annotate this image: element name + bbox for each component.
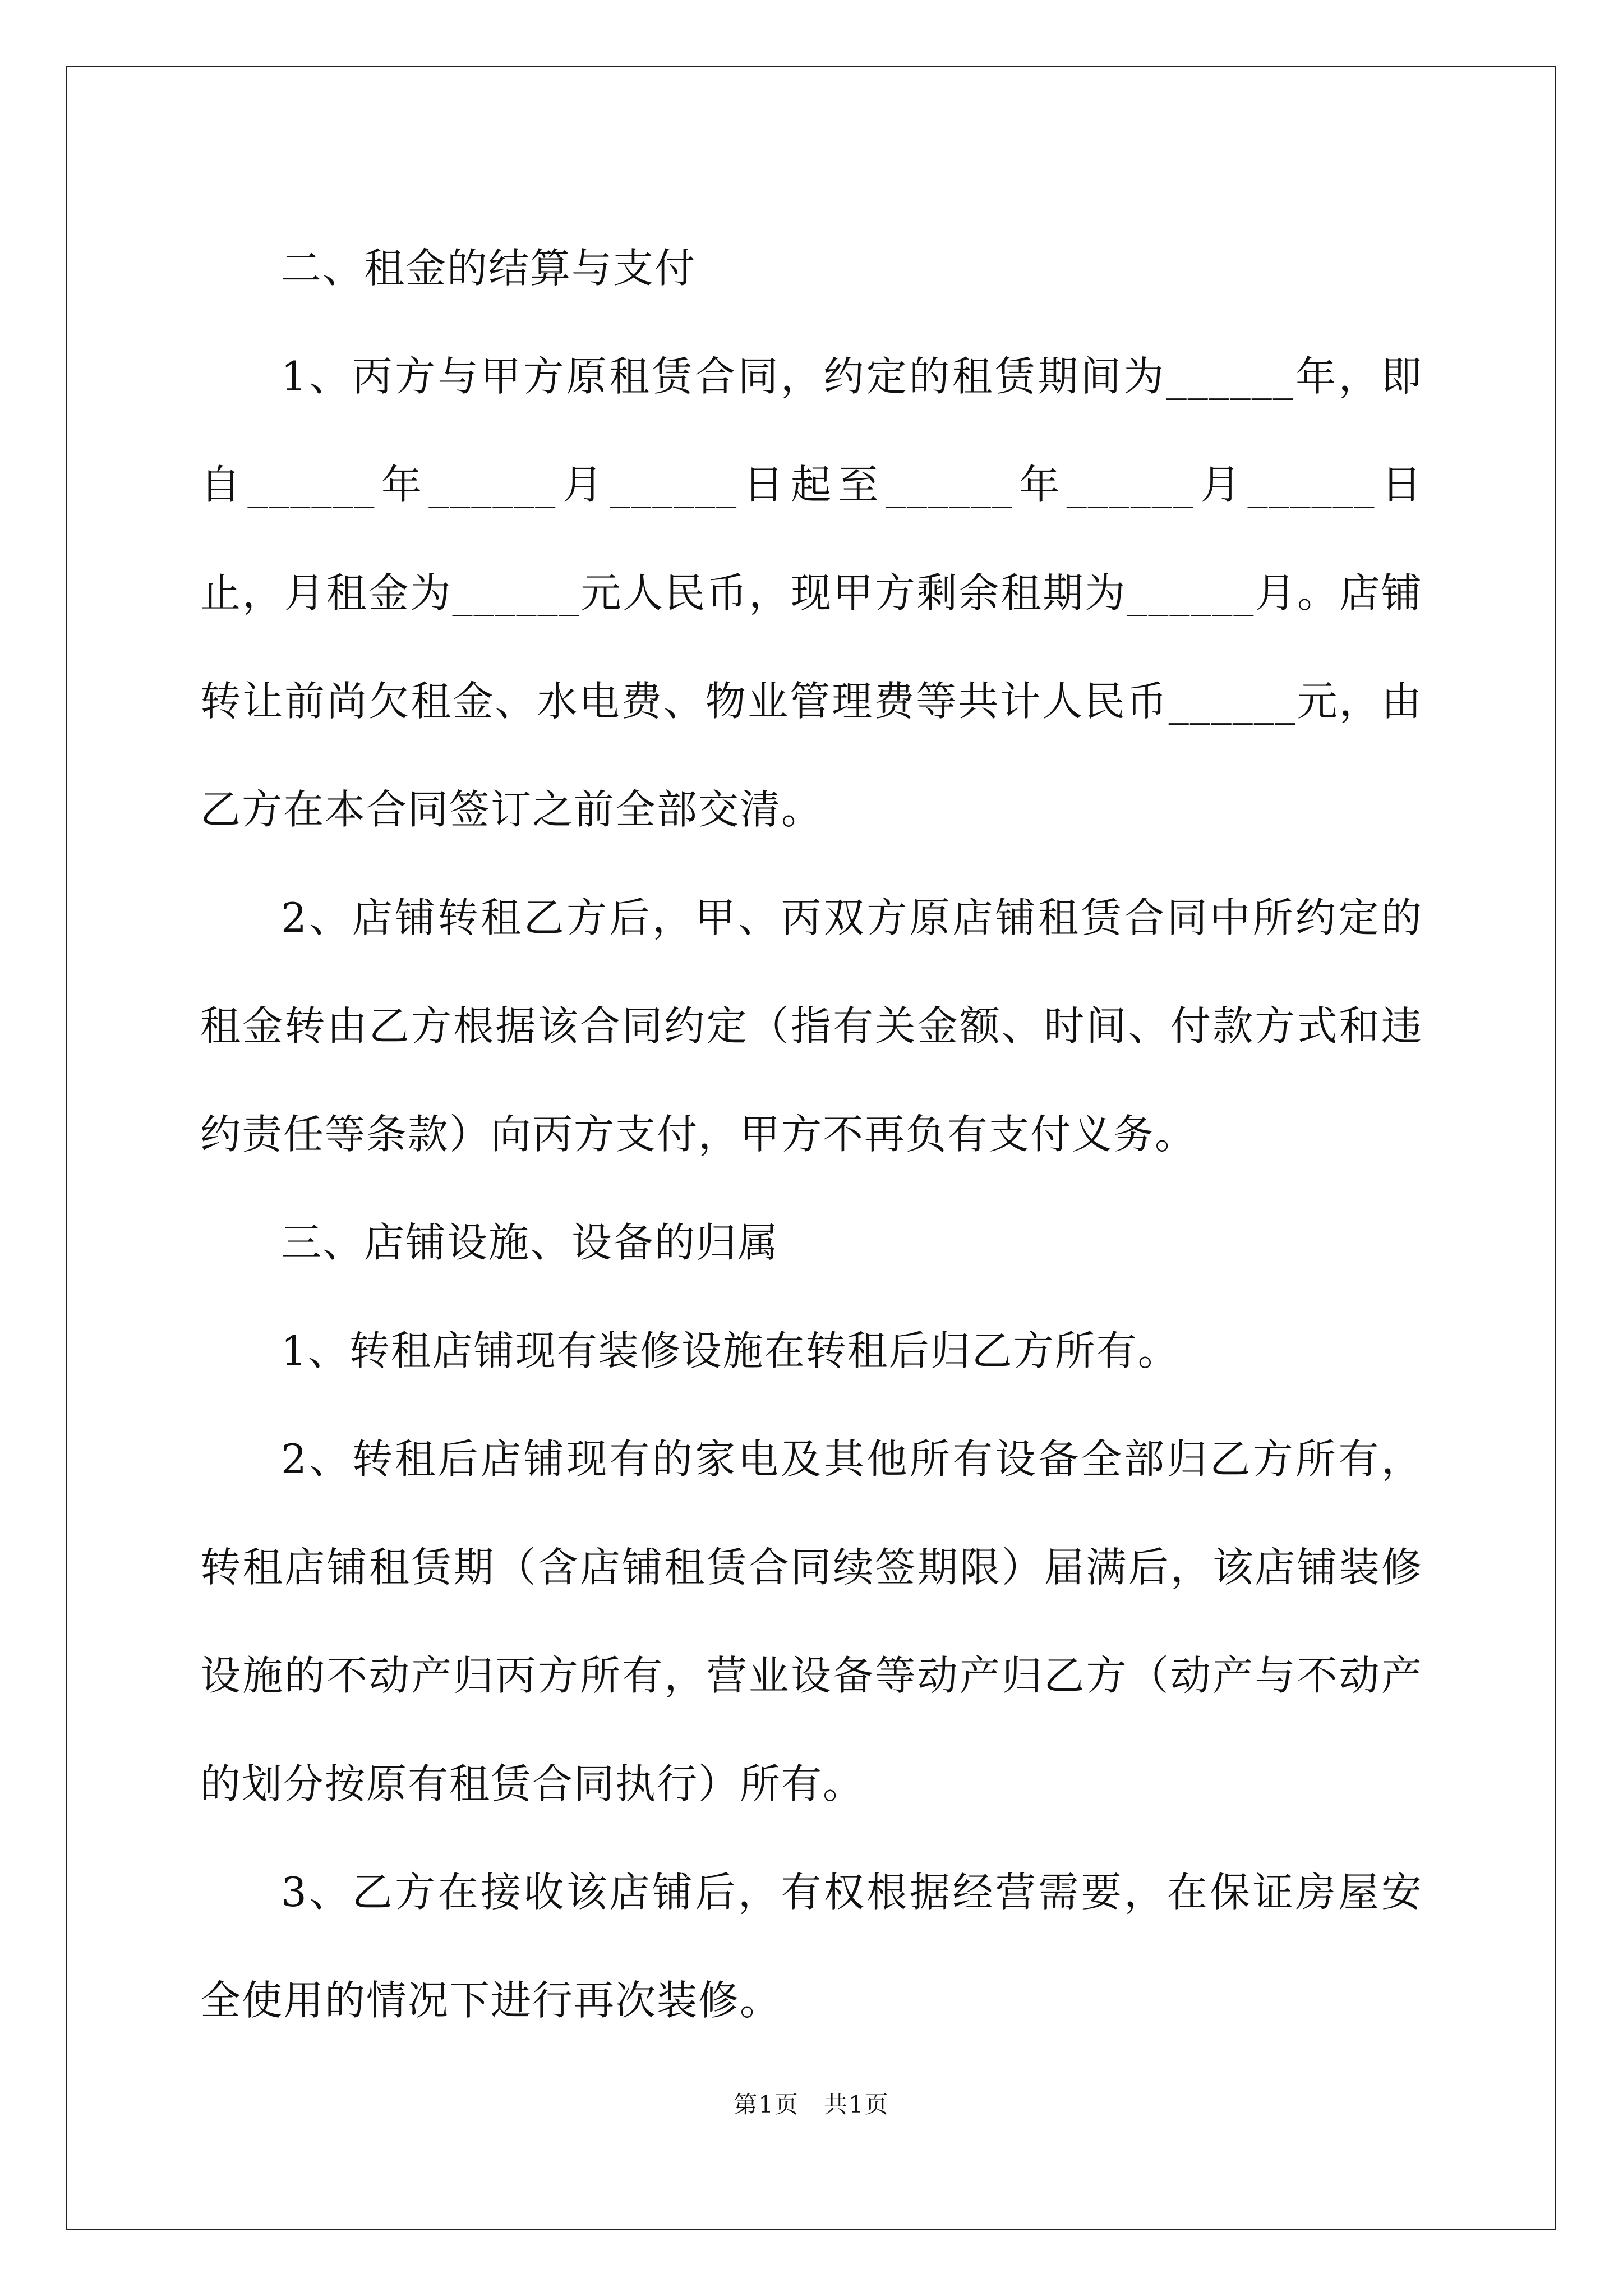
- paragraph-decoration-ownership: 1、转租店铺现有装修设施在转租后归乙方所有。: [281, 1327, 1179, 1374]
- paragraph-equipment-ownership: 2、转租后店铺现有的家电及其他所有设备全部归乙方所有，转租店铺租赁期（含店铺租赁合同续签期限）届满后，该店铺装修设施的不动产归丙方所有，营业设备等动产归乙方（动产与不动产的划分按原有租赁合同执行）所有。: [200, 1435, 1423, 1807]
- paragraph-rent-transfer: 2、店铺转租乙方后，甲、丙双方原店铺租赁合同中所约定的租金转由乙方根据该合同约定（指有关金额、时间、付款方式和违约责任等条款）向丙方支付，甲方不再负有支付义务。: [200, 894, 1423, 1158]
- section-heading-facilities-ownership: 三、店铺设施、设备的归属: [281, 1219, 780, 1266]
- paragraph-rent-term: 1、丙方与甲方原租赁合同，约定的租赁期间为______年，即自______年______月______日起至______年______月______日止，月租金为______元人民币，现甲方剩余租期为______月。店铺转让前尚欠租金、水电费、物业管理费等共计人民币______元，由乙方在本合同签订之前全部交清。: [200, 353, 1423, 833]
- paragraph-redecoration-right: 3、乙方在接收该店铺后，有权根据经营需要，在保证房屋安全使用的情况下进行再次装修。: [200, 1869, 1423, 2024]
- document-body: [200, 214, 1423, 2055]
- page-number-footer: 第1页 共1页: [734, 2091, 889, 2118]
- section-heading-rent-settlement: 二、租金的结算与支付: [281, 245, 697, 292]
